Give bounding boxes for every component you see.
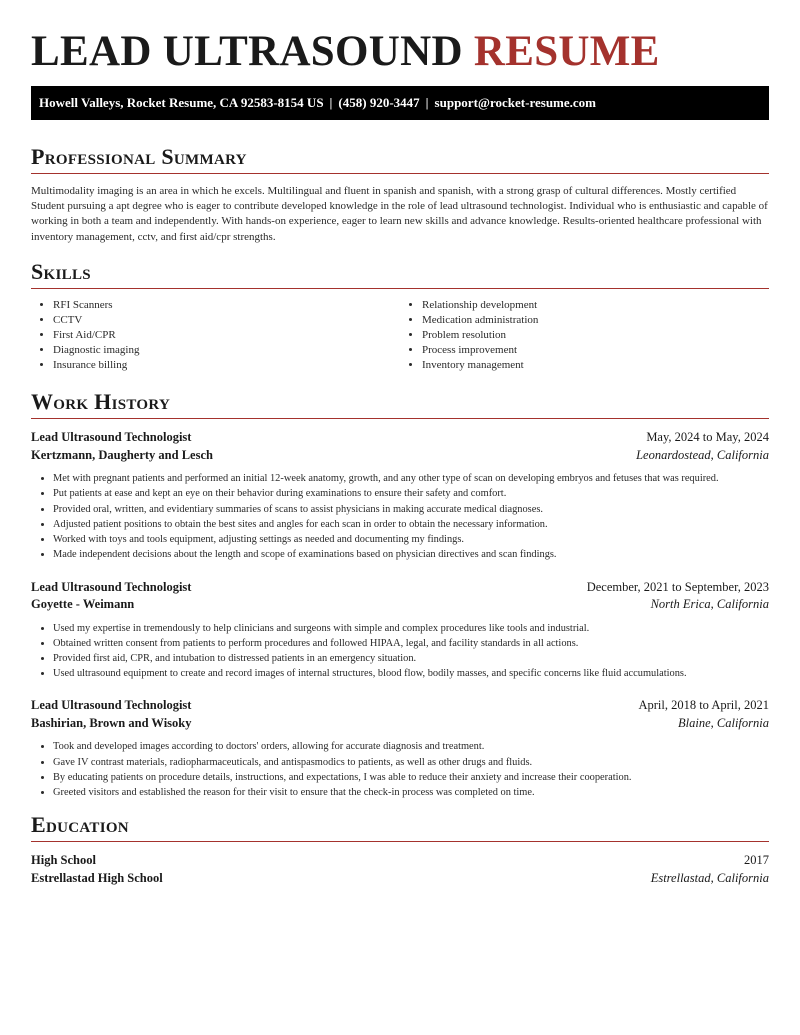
education-section: [31, 812, 769, 887]
job-entry: [31, 697, 769, 800]
job-title: Lead Ultrasound Technologist: [31, 430, 192, 445]
skill-item: • CCTV: [53, 313, 400, 328]
work-history-heading: Work History: [31, 389, 171, 415]
skills-list-right: [400, 298, 769, 373]
skill-item: • Insurance billing: [53, 358, 400, 373]
job-bullet: • Provided oral, written, and evidentiary summaries of scans to assist physicians in making accurate medical diagnoses.: [53, 502, 769, 517]
contact-separator: |: [425, 95, 429, 110]
job-dates: May, 2024 to May, 2024: [646, 430, 769, 445]
job-bullet: • Put patients at ease and kept an eye on their behavior during examinations to ensure their safety and comfort.: [53, 486, 769, 501]
section-divider: [31, 288, 769, 289]
job-bullet: • Used ultrasound equipment to create and record images of internal structures, blood flow, bodily masses, and specific concerns like fluid accumulations.: [53, 666, 769, 681]
skill-item: • Diagnostic imaging: [53, 343, 400, 358]
job-bullet: • Provided first aid, CPR, and intubation to distressed patients in an emergency situation.: [53, 651, 769, 666]
job-bullet: • Used my expertise in tremendously to help clinicians and surgeons with simple and complex procedures like tools and industrial.: [53, 621, 769, 636]
education-entry: [31, 852, 769, 887]
contact-separator: |: [329, 95, 333, 110]
summary-heading: Professional Summary: [31, 144, 247, 169]
job-bullet: • Adjusted patient positions to obtain the best sites and angles for each scan in order to obtain the necessary information.: [53, 517, 769, 532]
skill-item: • Problem resolution: [422, 328, 769, 343]
job-bullets: [31, 739, 769, 800]
job-employer: Bashirian, Brown and Wisoky: [31, 715, 192, 730]
job-bullet: • Greeted visitors and established the reason for their visit to ensure that the check-in process was completed on time.: [53, 785, 769, 800]
skills-list-left: [31, 298, 400, 373]
job-bullet: • By educating patients on procedure details, instructions, and expectations, I was able to reduce their anxiety and increase their cooperation.: [53, 770, 769, 785]
job-bullet: • Made independent decisions about the length and scope of examinations based on physician directives and scan findings.: [53, 547, 769, 562]
skill-item: • Relationship development: [422, 298, 769, 313]
job-bullet: • Gave IV contrast materials, radiopharmaceuticals, and antispasmodics to patients, as well as other drugs and fluids.: [53, 755, 769, 770]
job-location: Blaine, California: [678, 715, 769, 730]
education-heading: Education: [31, 812, 129, 838]
work-history-section: [31, 389, 769, 800]
job-location: North Erica, California: [650, 597, 769, 611]
resume-title: [31, 28, 769, 76]
job-employer: Kertzmann, Daugherty and Lesch: [31, 447, 213, 462]
skills-heading: Skills: [31, 258, 91, 284]
section-divider: [31, 173, 769, 174]
job-bullets: [31, 621, 769, 682]
title-accent: RESUME: [473, 28, 660, 75]
section-divider: [31, 418, 769, 419]
job-title: Lead Ultrasound Technologist: [31, 579, 192, 594]
job-bullet: • Met with pregnant patients and performed an initial 12-week anatomy, growth, and any other type of scan on developing embryos and fetuses that was required.: [53, 471, 769, 486]
job-dates: April, 2018 to April, 2021: [638, 698, 769, 713]
summary-text: Multimodality imaging is an area in which he excels. Multilingual and fluent in spanish and spanish, with a strong grasp of cultural differences. Mostly certified Student pursuing a apt degree who is eager to contribute developed knowledge in the role of lead ultrasound technologist. Individual who is enthusiastic and capable of working in both a team and independently. With hands-on experience, eager to learn new skills and advance knowledge. Results-oriented healthcare professional with inventory management, cctv, and first aid/cpr strengths.: [31, 185, 768, 243]
contact-address: Howell Valleys, Rocket Resume, CA 92583-8154 US: [39, 95, 324, 110]
contact-bar: [31, 86, 769, 120]
job-dates: December, 2021 to September, 2023: [586, 579, 769, 594]
education-school: Estrellastad High School: [31, 870, 163, 885]
contact-email: support@rocket-resume.com: [434, 95, 596, 110]
education-location: Estrellastad, California: [650, 870, 769, 885]
contact-phone: (458) 920-3447: [338, 95, 420, 110]
job-entry: [31, 579, 769, 682]
job-bullet: • Obtained written consent from patients to perform procedures and followed HIPAA, legal, and facility standards in all actions.: [53, 636, 769, 651]
summary-section: [31, 144, 769, 245]
skill-item: • Inventory management: [422, 358, 769, 373]
job-entry: [31, 429, 769, 562]
skill-item: • First Aid/CPR: [53, 328, 400, 343]
job-location: Leonardostead, California: [636, 447, 769, 462]
job-title: Lead Ultrasound Technologist: [31, 698, 192, 713]
education-year: 2017: [744, 853, 769, 868]
skills-columns: [31, 298, 769, 373]
section-divider: [31, 841, 769, 842]
skill-item: • Process improvement: [422, 343, 769, 358]
skills-section: [31, 259, 769, 373]
job-bullet: • Took and developed images according to doctors' orders, allowing for accurate diagnosis and treatment.: [53, 739, 769, 754]
skill-item: • RFI Scanners: [53, 298, 400, 313]
job-bullets: [31, 471, 769, 562]
skill-item: • Medication administration: [422, 313, 769, 328]
title-main: LEAD ULTRASOUND: [31, 28, 463, 75]
job-bullet: • Worked with toys and tools equipment, adjusting settings as needed and documenting my findings.: [53, 532, 769, 547]
education-degree: High School: [31, 853, 96, 868]
job-employer: Goyette - Weimann: [31, 597, 135, 611]
